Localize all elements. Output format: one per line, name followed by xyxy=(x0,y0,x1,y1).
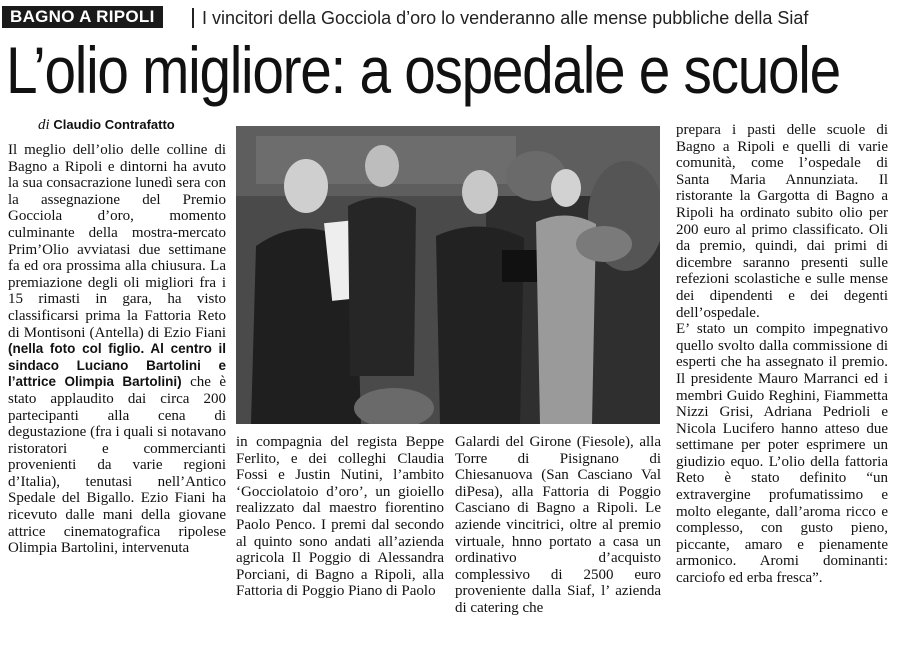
byline-author: Claudio Contrafatto xyxy=(53,117,175,132)
paragraph xyxy=(8,142,226,557)
paragraph-text: Il meglio dell’olio delle colline di Bagno a Ripoli e dintorni ha avuto la sua consacrazione lunedì sera con la assegnazione del Premio Gocciola d’oro, momento culminante della mostra-mercato Prim’Olio avviatasi due settimane fa ed ora prossima alla chiusura. La premiazione degli oli migliori fra i 15 rimasti in gara, ha visto classificarsi prima la Fattoria Reto di Montisoni (Antella) di Ezio Fiani xyxy=(8,142,226,341)
photo-caption-inline: (nella foto col figlio. Al centro il sindaco Luciano Bartolini e l’attrice Olimpia Bartolini) xyxy=(8,341,226,390)
article-column-2 xyxy=(236,434,444,600)
kicker-row xyxy=(0,4,900,32)
paragraph: E’ stato un compito impegnativo quello svolto dalla commissione di esperti che ha assegnato il premio. Il presidente Mauro Marranci ed i membri Guido Reghini, Fiammetta Nizzi Grisi, Adriana Pedrioli e Nicola Lucifero hanno atteso due settimane per poter esprimere un giudizio equo. L’olio della fattoria Reto è stato definito “un extravergine profumatissimo e molto elegante, dall’aroma ricco e complesso, con gusto pieno, piccante, amaro e pienamente armonico. Aromi dominanti: carciofo ed erba fresca”. xyxy=(676,321,888,587)
paragraph: prepara i pasti delle scuole di Bagno a Ripoli e quelli di varie comunità, come l’ospedale di Santa Maria Annunziata. Il ristorante la Gargotta di Bagno a Ripoli ha ordinato subito olio per 200 euro al primo classificato. Oli da premio, quindi, dai primi di dicembre saranno presenti sulle refezioni scolastiche e sulle mense dei dipendenti e dei degenti dell’ospedale. xyxy=(676,122,888,321)
photo-illustration xyxy=(236,126,660,424)
paragraph-text: che è stato applaudito dai circa 200 partecipanti alla cena di degustazione (fra i quali si notavano ristoratori e commercianti provenienti da varie regioni d’Italia), tenutasi nell’Antico Spedale del Bigallo. Ezio Fiani ha ricevuto dalle mani della giovane attrice cinematografica ripolese Olimpia Bartolini, intervenuta xyxy=(8,374,227,557)
paragraph: in compagnia del regista Beppe Ferlito, e dei colleghi Claudia Fossi e Justin Nutini, l’ambito ‘Gocciolatoio d’oro’, un gioiello realizzato dal maestro fiorentino Paolo Penco. I premi dal secondo al quinto sono andati all’azienda agricola Il Poggio di Alessandra Porciani, di Bagno a Ripoli, alla Fattoria di Poggio Piano di Paolo xyxy=(236,434,444,600)
news-photo xyxy=(236,126,660,424)
byline xyxy=(38,117,175,134)
byline-prefix: di xyxy=(38,117,50,133)
article-column-1 xyxy=(8,142,226,557)
article-column-4 xyxy=(676,122,888,587)
headline: L’olio migliore: a ospedale e scuole xyxy=(6,33,840,107)
article-column-3 xyxy=(455,434,661,617)
kicker-divider xyxy=(192,8,194,28)
subheadline: I vincitori della Gocciola d’oro lo venderanno alle mense pubbliche della Siaf xyxy=(202,8,809,28)
section-kicker: BAGNO A RIPOLI xyxy=(2,6,163,28)
paragraph: Galardi del Girone (Fiesole), alla Torre di Pisignano di Chiesanuova (San Casciano Val diPesa), alla Fattoria di Poggio Casciano di Bagno a Ripoli. Le aziende vincitrici, oltre al premio virtuale, hnno portato a casa un ordinativo d’acquisto complessivo di 2500 euro proveniente dalla Siaf, l’ azienda di catering che xyxy=(455,434,661,616)
